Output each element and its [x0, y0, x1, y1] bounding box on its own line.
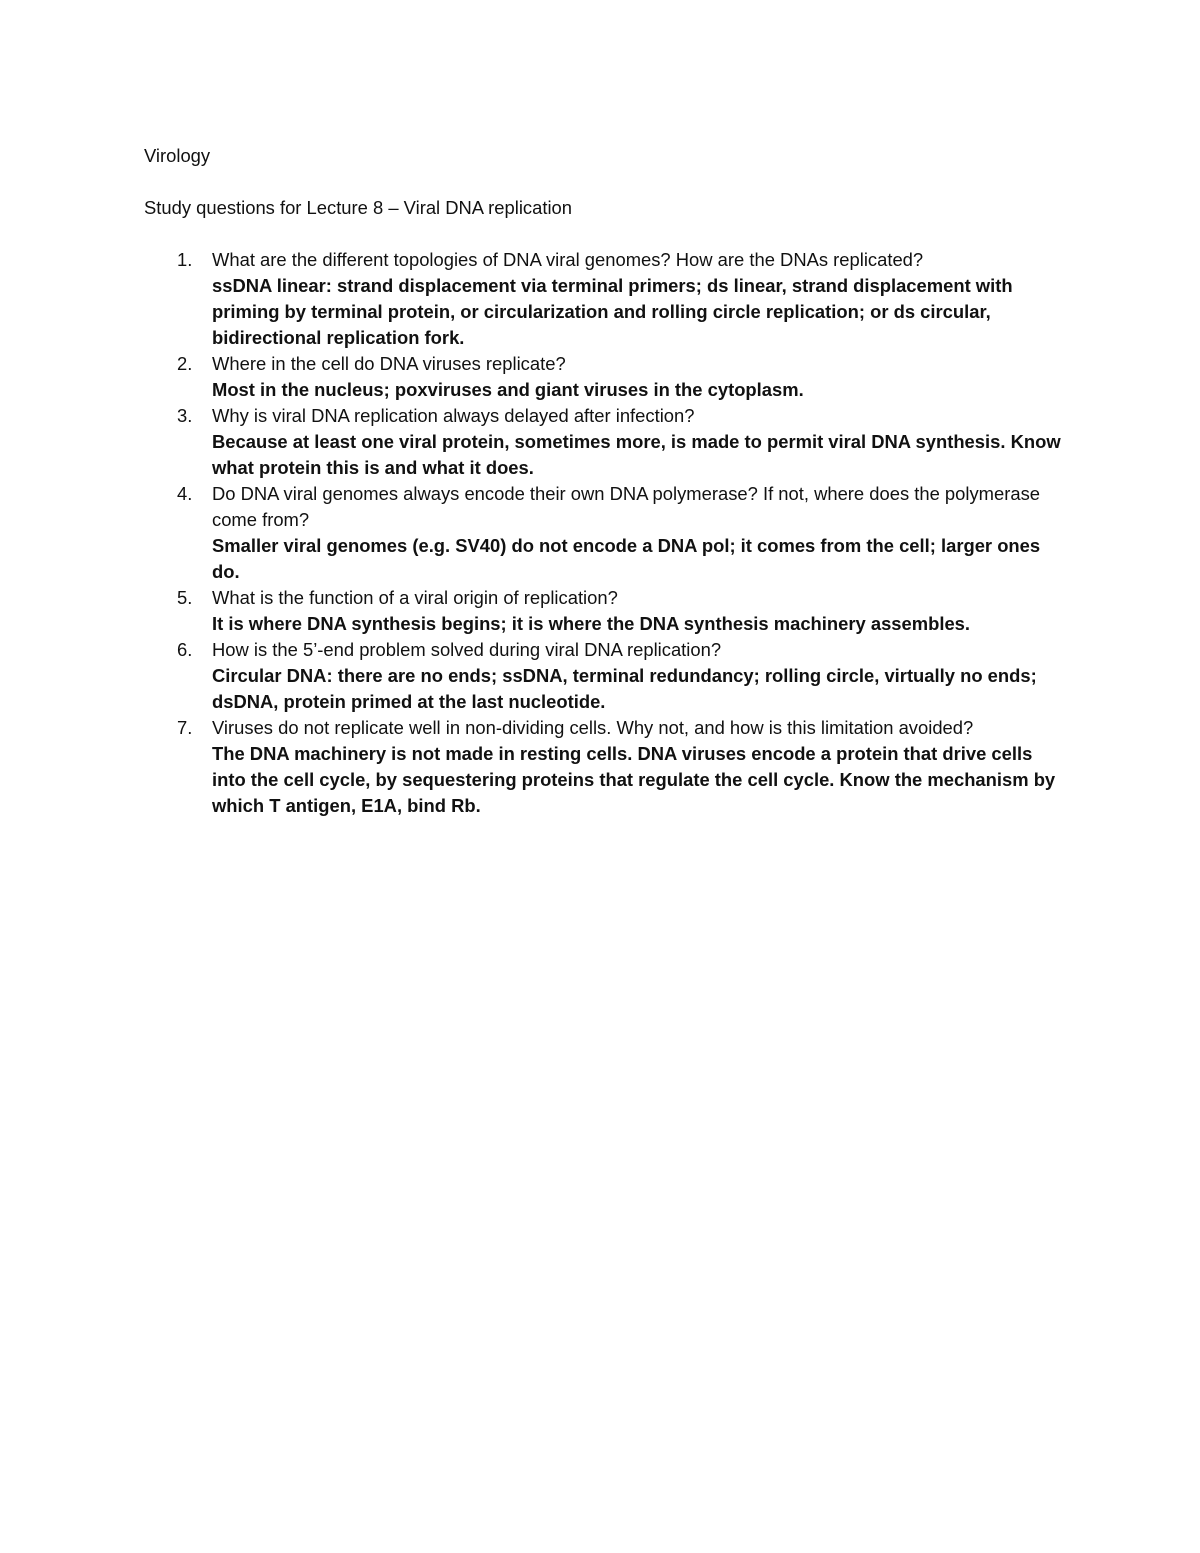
question-text: What are the different topologies of DNA viral genomes? How are the DNAs replicated? — [212, 249, 924, 270]
question-text: Why is viral DNA replication always delayed after infection? — [212, 405, 695, 426]
question-item-7 — [144, 715, 1064, 819]
question-item-1 — [144, 247, 1064, 351]
question-text: What is the function of a viral origin of replication? — [212, 587, 618, 608]
answer-text: ssDNA linear: strand displacement via terminal primers; ds linear, strand displacement with priming by terminal protein, or circularization and rolling circle replication; or ds circular, bidirectional replication fork. — [212, 275, 1013, 348]
page-title: Study questions for Lecture 8 – Viral DNA replication — [144, 197, 572, 218]
question-item-2 — [144, 351, 1064, 403]
question-item-6 — [144, 637, 1064, 715]
question-item-3 — [144, 403, 1064, 481]
answer-text: Smaller viral genomes (e.g. SV40) do not encode a DNA pol; it comes from the cell; larger ones do. — [212, 535, 1041, 582]
question-item-4 — [144, 481, 1064, 585]
question-number: 6. — [177, 639, 193, 660]
question-text: Viruses do not replicate well in non-dividing cells. Why not, and how is this limitation avoided? — [212, 717, 974, 738]
question-number: 2. — [177, 353, 193, 374]
document-body — [144, 143, 1064, 819]
question-item-5 — [144, 585, 1064, 637]
question-text: How is the 5’-end problem solved during viral DNA replication? — [212, 639, 722, 660]
answer-text: It is where DNA synthesis begins; it is where the DNA synthesis machinery assembles. — [212, 613, 971, 634]
question-list — [144, 247, 1064, 819]
answer-text: The DNA machinery is not made in resting cells. DNA viruses encode a protein that drive cells into the cell cycle, by sequestering proteins that regulate the cell cycle. Know the mechanism by which T antigen, E1A, bind Rb. — [212, 743, 1056, 816]
answer-text: Most in the nucleus; poxviruses and giant viruses in the cytoplasm. — [212, 379, 804, 400]
question-number: 4. — [177, 483, 193, 504]
course-subject: Virology — [144, 145, 211, 166]
question-text: Do DNA viral genomes always encode their own DNA polymerase? If not, where does the polymerase come from? — [212, 483, 1040, 530]
question-number: 1. — [177, 249, 193, 270]
question-number: 7. — [177, 717, 193, 738]
question-text: Where in the cell do DNA viruses replicate? — [212, 353, 566, 374]
question-number: 3. — [177, 405, 193, 426]
answer-text: Circular DNA: there are no ends; ssDNA, terminal redundancy; rolling circle, virtually no ends; dsDNA, protein primed at the last nucleotide. — [212, 665, 1037, 712]
question-number: 5. — [177, 587, 193, 608]
answer-text: Because at least one viral protein, sometimes more, is made to permit viral DNA synthesis. Know what protein this is and what it does. — [212, 431, 1061, 478]
